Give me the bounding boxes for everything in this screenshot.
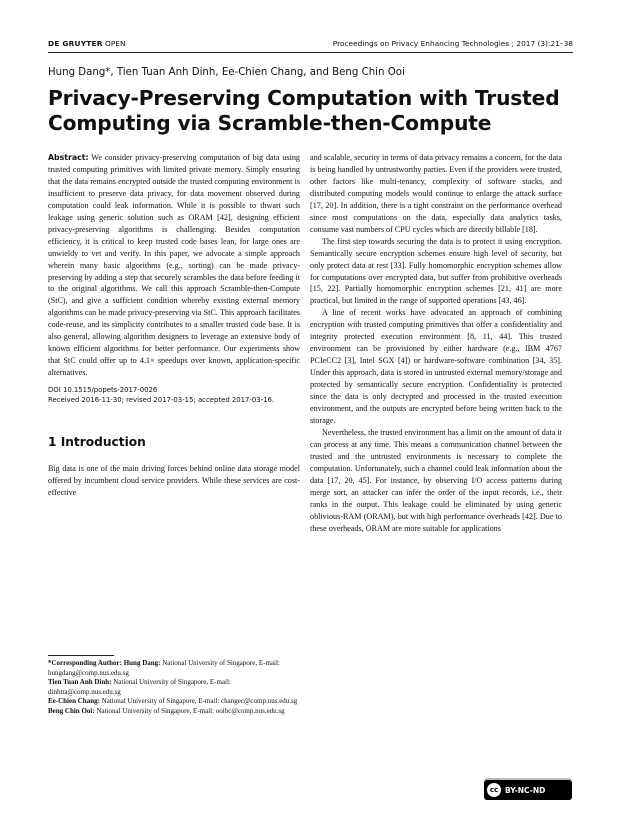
body-paragraph: Nevertheless, the trusted environment has a limit on the amount of data it can process at any time. This means a communication channel between the trusted and the untrusted environments is necessary to complete the computation. Unfortunately, such a channel could leak information about the data [17, 20, 45]. For instance, by observing I/O access patterns during merge sort, an attacker can infer the order of the input records, i.e., their ranks in the output. This leakage could be eliminated by using generic oblivious-RAM (ORAM), but with high performance overheads [42]. Due to these overheads, ORAM are more suitable for applications	[310, 427, 562, 533]
footnote-item	[48, 659, 300, 678]
author-footnotes	[48, 655, 300, 716]
abstract-label: Abstract:	[48, 153, 89, 162]
body-paragraph: and scalable, security in terms of data privacy remains a concern, for the data is being handled by untrustworthy parties. Even if the providers were trusted, other factors like multi-tenancy, complexity of software stacks, and distributed computing models would continue to enlarge the attack surface [17, 20]. In addition, there is a tight constraint on the performance overhead since most computations on the data, especially data analytics tasks, consume vast numbers of CPU cycles which are directly billable [18].	[310, 153, 562, 234]
footnote-rule	[48, 655, 114, 656]
footnote-author: Tien Tuan Anh Dinh:	[48, 678, 112, 686]
footnote-author: *Corresponding Author: Hung Dang:	[48, 659, 161, 667]
intro-paragraph: Big data is one of the main driving forces behind online data storage model offered by incumbent cloud service providers. While these services are cost-effective	[48, 464, 300, 498]
section-heading-introduction: 1 Introduction	[48, 435, 146, 450]
footnote-item	[48, 697, 300, 707]
publisher-rest: OPEN	[102, 39, 126, 48]
abstract	[48, 152, 300, 379]
license-label: BY-NC-ND	[505, 785, 546, 795]
right-column	[310, 152, 562, 535]
body-paragraph: The first step towards securing the data is to protect it using encryption. Semantically secure encryption schemes ensure high level of security, but only protect data at rest [33]. Fully homomorphic encryption schemes allow for computations over encrypted data, but suffer from prohibitive overheads [15, 22]. Partially homomorphic encryption schemes [21, 41] are more practical, but limited in the range of supported operations [43, 46].	[310, 236, 562, 306]
paper-title: Privacy-Preserving Computation with Trusted Computing via Scramble-then-Compute	[48, 86, 560, 135]
abstract-text: We consider privacy-preserving computation of big data using trusted computing primitives with limited private memory. Simply ensuring that the data remains encrypted outside the trusted computing environment is insufficient to preserve data privacy, for data movement observed during computation could leak information. While it is possible to thwart such leakage using generic solution such as ORAM [42], designing efficient privacy-preserving algorithms is challenging. Besides computation efficiency, it is critical to keep trusted code bases lean, for large ones are unwieldy to vet and verify. In this paper, we advocate a simple approach wherein many basic algorithms (e.g., sorting) can be made privacy-preserving by adding a step that securely scrambles the data before feeding it to the original algorithms. We call this approach Scramble-then-Compute (StC), and give a sufficient condition whereby existing external memory algorithms can be made privacy-preserving via StC. This approach facilitates code-reuse, and its simplicity contributes to a smaller trusted code base. It is also general, allowing algorithm designers to leverage an extensive body of known efficient algorithms for better performance. Our experiments show that StC could offer up to 4.1× speedups over known, application-specific alternatives.	[48, 153, 300, 378]
footnote-item	[48, 678, 300, 697]
running-header	[48, 39, 573, 51]
footnote-author: Beng Chin Ooi:	[48, 706, 95, 715]
left-column	[48, 152, 300, 499]
license-badge[interactable]	[484, 780, 572, 800]
footnote-text: National University of Singapore, E-mail: changec@comp.nus.edu.sg	[99, 697, 298, 705]
footnote-item	[48, 707, 300, 717]
footnote-text: National University of Singapore, E-mail: ooibc@comp.nus.edu.sg	[94, 706, 285, 715]
publisher-bold: DE GRUYTER	[48, 39, 103, 48]
cc-icon: cc	[486, 782, 502, 798]
doi-line: DOI 10.1515/popets-2017-0026	[48, 386, 158, 395]
footnote-text: National University of Singapore, E-mail: dinhtta@comp.nus.edu.sg	[48, 678, 231, 696]
author-list: Hung Dang*, Tien Tuan Anh Dinh, Ee-Chien Chang, and Beng Chin Ooi	[48, 67, 405, 78]
received-dates: Received 2016-11-30; revised 2017-03-15; accepted 2017-03-16.	[48, 396, 275, 405]
header-rule	[48, 52, 573, 53]
publisher-name	[48, 39, 125, 48]
footnote-author: Ee-Chien Chang:	[48, 697, 100, 705]
footnote-text: National University of Singapore, E-mail: hungdang@comp.nus.edu.sg	[48, 659, 280, 677]
journal-citation: Proceedings on Privacy Enhancing Technologies ; 2017 (3):21–38	[332, 39, 573, 48]
body-paragraph: A line of recent works have advocated an approach of combining encryption with trusted computing primitives that offer a confidentiality and integrity protected execution environment [8, 11, 44]. This trusted environment can be provisioned by either hardware (e.g., IBM 4767 PCIeCC2 [3], Intel SGX [4]) or hardware-software combination [34, 35]. Under this approach, data is stored in untrusted external memory/storage and protected by semantically secure encryption. Confidentiality is protected since the data is only decrypted and processed in the trusted execution environment, and the outputs are encrypted before being written back to the storage.	[310, 308, 562, 425]
